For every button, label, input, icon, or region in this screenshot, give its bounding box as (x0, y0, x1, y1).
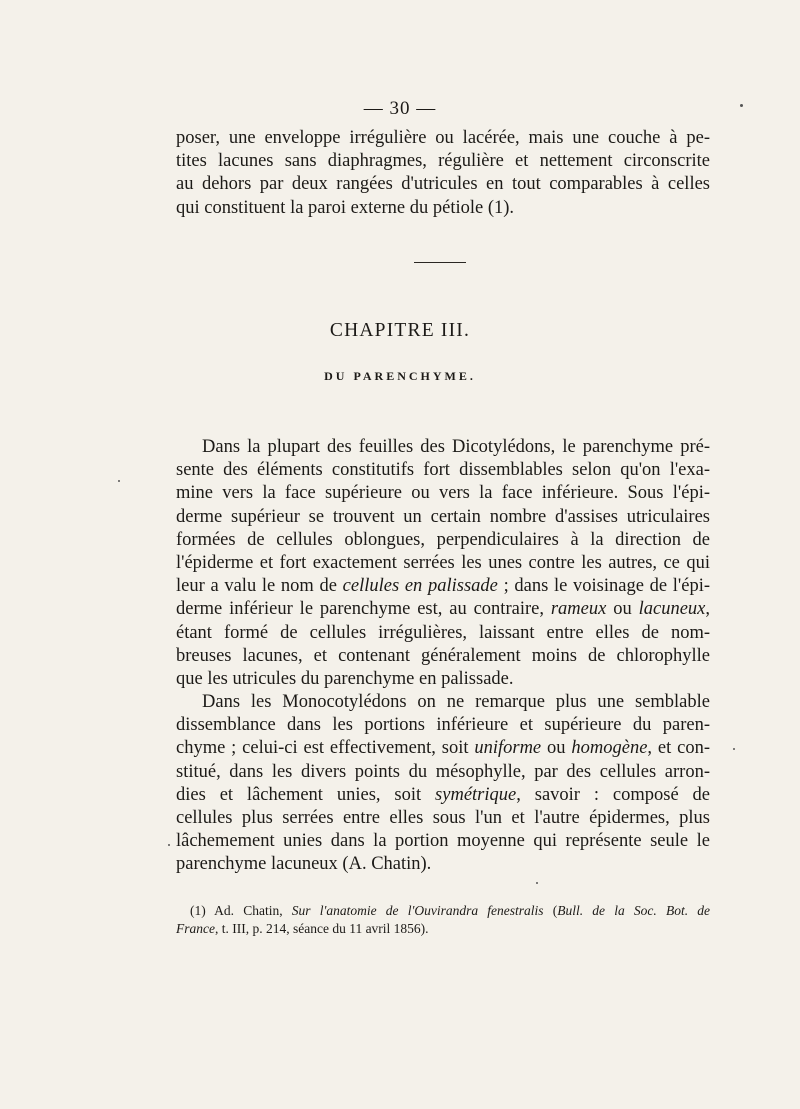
text-fragment: , savoir : composé de (516, 784, 711, 805)
footnote-line (176, 920, 710, 938)
text-fragment: , et con- (647, 738, 710, 759)
text-line: sente des éléments constitutifs fort dissemblables selon qu'on l'exa- (176, 460, 710, 481)
text-line: étant formé de cellules irrégulières, laissant entre elles de nom- (176, 622, 710, 643)
scan-speck (118, 480, 120, 482)
text-line (176, 737, 710, 760)
paragraph-monocotyledons (176, 691, 710, 877)
scan-speck (168, 844, 170, 846)
text-line: breuses lacunes, et contenant généralement moins de chlorophylle (176, 645, 710, 666)
text-fragment: dies et lâchement unies, soit (176, 784, 436, 805)
text-line (176, 598, 710, 621)
chapter-title: CHAPITRE III. (329, 320, 471, 341)
italic-term: cellules en palissade (342, 576, 498, 597)
text-fragment: ( (543, 903, 558, 918)
text-line: stitué, dans les divers points du mésophylle, par des cellules arron- (176, 761, 710, 782)
italic-term: homogène (571, 738, 648, 759)
text-line: au dehors par deux rangées d'utricules en tout comparables à celles (176, 174, 710, 195)
paragraph-dicotyledons (176, 436, 710, 691)
text-fragment: , t. III, p. 214, séance du 11 avril 1856). (214, 920, 429, 936)
text-line: poser, une enveloppe irrégulière ou lacérée, mais une couche à pe- (176, 128, 710, 148)
italic-term: lacuneux (638, 599, 706, 620)
scan-speck (740, 104, 743, 107)
section-divider (414, 262, 466, 263)
text-line: Dans les Monocotylédons on ne remarque plus une semblable (202, 692, 710, 712)
text-line: l'épiderme et fort exactement serrées les unes contre les autres, ce qui (176, 552, 710, 573)
text-line: cellules plus serrées entre elles sous l'un et l'autre épidermes, plus (176, 807, 710, 828)
scan-speck (536, 882, 538, 884)
text-line: lâchemement unies dans la portion moyenne qui représente seule le (176, 831, 710, 852)
scan-speck (733, 748, 735, 750)
text-line: formées de cellules oblongues, perpendiculaires à la direction de (176, 529, 710, 550)
italic-term: Bull. de la Soc. Bot. de (557, 903, 710, 918)
footnote-line (176, 902, 710, 920)
italic-term: Sur l'anatomie de l'Ouvirandra fenestralis (291, 903, 544, 918)
text-fragment: derme inférieur le parenchyme est, au contraire, (176, 599, 551, 620)
text-line: qui constituent la paroi externe du pétiole (1). (176, 197, 515, 218)
text-fragment: ou (606, 599, 639, 620)
text-line: tites lacunes sans diaphragmes, régulière et nettement circonscrite (176, 151, 710, 172)
text-fragment: chyme ; celui-ci est effectivement, soit (176, 738, 475, 759)
text-line: que les utricules du parenchyme en palissade. (176, 668, 514, 689)
text-line: dissemblance dans les portions inférieure et supérieure du paren- (176, 715, 710, 736)
text-line: parenchyme lacuneux (A. Chatin). (176, 854, 432, 875)
text-fragment: leur a valu le nom de (176, 576, 343, 597)
chapter-subtitle: DU PARENCHYME. (324, 369, 476, 383)
text-fragment: , (705, 599, 711, 620)
text-line (176, 784, 710, 807)
page-number: — 30 — (363, 98, 437, 119)
intro-paragraph (176, 127, 710, 220)
italic-term: uniforme (474, 738, 542, 759)
text-line: derme supérieur se trouvent un certain nombre d'assises utriculaires (176, 506, 710, 527)
footnote (176, 902, 710, 937)
text-line (176, 575, 710, 598)
italic-term: symétrique (435, 784, 517, 805)
text-fragment: (1) Ad. Chatin, (190, 903, 292, 918)
italic-term: rameux (550, 599, 607, 620)
text-line: mine vers la face supérieure ou vers la face inférieure. Sous l'épi- (176, 483, 710, 504)
text-line: Dans la plupart des feuilles des Dicotylédons, le parenchyme pré- (202, 437, 710, 457)
italic-term: France (176, 920, 215, 936)
text-fragment: ; dans le voisinage de l'épi- (497, 576, 711, 597)
text-fragment: ou (541, 738, 572, 759)
